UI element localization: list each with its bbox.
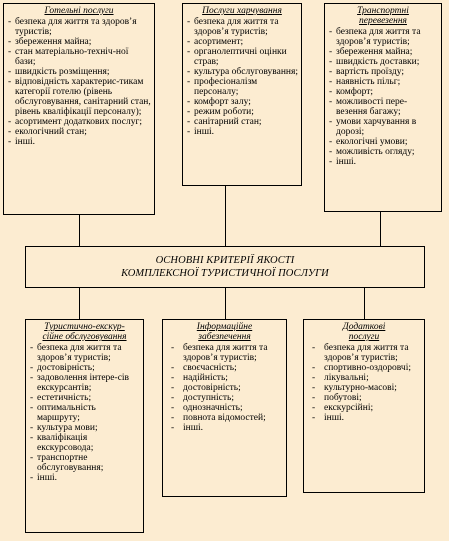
criteria-list [7, 17, 151, 147]
main-criteria-box [25, 246, 425, 288]
box-title-line: сійне обслуговування [42, 332, 127, 342]
criterion-item: - безпека для життя та здоров’я туристів; [29, 343, 140, 363]
criterion-item: - повнота відомостей; [166, 413, 283, 423]
criterion-item: - безпека для життя та здоров’я туристів; [7, 17, 151, 37]
criterion-item: - санітарний стан; [186, 117, 298, 127]
box-excursion-services [25, 319, 144, 533]
box-hotel-services [3, 3, 155, 215]
box-title-line: Транспортні [357, 6, 409, 16]
criterion-item: - достовірність; [166, 383, 283, 393]
criterion-item: - безпека для життя та здоров’я туристів; [328, 27, 438, 47]
criterion-item: - екологічний стан; [7, 127, 151, 137]
criterion-item: - режим роботи; [186, 107, 298, 117]
box-title-line: Послуги харчування [202, 6, 282, 16]
criterion-item: - інші. [186, 127, 298, 137]
connector-additional [364, 288, 365, 319]
criterion-item: - своєчасність; [166, 363, 283, 373]
criterion-item: - інші. [166, 423, 283, 433]
criterion-item: - екскурсійні; [307, 403, 421, 413]
box-title [328, 6, 438, 26]
criterion-item: - професіоналізм персоналу; [186, 77, 298, 97]
criterion-item: - інші. [328, 157, 438, 167]
criterion-item: - збереження майна; [7, 37, 151, 47]
box-title-line: послуги [348, 332, 380, 342]
criteria-list [166, 343, 283, 433]
criterion-item: - швидкість доставки; [328, 57, 438, 67]
criterion-item: - комфорт залу; [186, 97, 298, 107]
criterion-item: - доступність; [166, 393, 283, 403]
box-title-line: Додаткові [342, 322, 386, 332]
box-title-line: Туристично-екскур- [44, 322, 125, 332]
criteria-list [186, 17, 298, 137]
criterion-item: - безпека для життя та здоров’я туристів; [166, 343, 283, 363]
criterion-item: - інші. [307, 413, 421, 423]
criterion-item: - комфорт; [328, 87, 438, 97]
connector-info [225, 288, 226, 319]
criterion-item: - екологічні умови; [328, 137, 438, 147]
criterion-item: - швидкість розміщення; [7, 67, 151, 77]
connector-catering [225, 186, 226, 246]
box-title [29, 322, 140, 342]
box-additional-services [303, 319, 425, 493]
criterion-item: - асортимент додаткових послуг; [7, 117, 151, 127]
criterion-item: - транспортне обслуговування; [29, 453, 140, 473]
box-title [186, 6, 298, 16]
criterion-item: - умови харчування в дорозі; [328, 117, 438, 137]
criterion-item: - стан матеріально-техніч-ної бази; [7, 47, 151, 67]
box-title [307, 322, 421, 342]
main-criteria-line-1: ОСНОВНІ КРИТЕРІЇ ЯКОСТІ [155, 255, 295, 266]
criterion-item: - інші. [7, 137, 151, 147]
box-title-line: перевезення [359, 16, 407, 26]
box-title [7, 6, 151, 16]
connector-excursion [79, 288, 80, 319]
criterion-item: - лікувальні; [307, 373, 421, 383]
criterion-item: - однозначність; [166, 403, 283, 413]
criterion-item: - надійність; [166, 373, 283, 383]
criteria-list [328, 27, 438, 167]
criterion-item: - безпека для життя та здоров’я туристів; [186, 17, 298, 37]
criterion-item: - асортимент; [186, 37, 298, 47]
criterion-item: - достовірність; [29, 363, 140, 373]
criterion-item: - задоволення інтере-сів екскурсантів; [29, 373, 140, 393]
main-criteria-line-2: КОМПЛЕКСНОЇ ТУРИСТИЧНОЇ ПОСЛУГИ [121, 268, 329, 279]
criterion-item: - культура мови; [29, 423, 140, 433]
criterion-item: - побутові; [307, 393, 421, 403]
box-information-support [162, 319, 287, 497]
box-title-line: Готельні послуги [44, 6, 114, 16]
criterion-item: - інші. [29, 473, 140, 483]
connector-transport [380, 212, 381, 246]
criterion-item: - безпека для життя та здоров’я туристів; [307, 343, 421, 363]
criteria-list [307, 343, 421, 423]
criterion-item: - органолептичні оцінки страв; [186, 47, 298, 67]
box-title-line: Інформаційне [196, 322, 253, 332]
criterion-item: - збереження майна; [328, 47, 438, 57]
box-title-line: забезпечення [198, 332, 251, 342]
connector-hotel [79, 215, 80, 246]
criterion-item: - естетичність; [29, 393, 140, 403]
criterion-item: - наявність пільг; [328, 77, 438, 87]
criterion-item: - кваліфікація екскурсовода; [29, 433, 140, 453]
criterion-item: - можливість огляду; [328, 147, 438, 157]
criterion-item: - спортивно-оздоровчі; [307, 363, 421, 373]
criterion-item: - відповідність характерис-тикам категорії готелю (рівень обслуговування, санітарний стан, рівень кваліфікації персоналу); [7, 77, 151, 117]
box-transport [324, 3, 442, 212]
criterion-item: - оптимальність маршруту; [29, 403, 140, 423]
criterion-item: - культура обслуговування; [186, 67, 298, 77]
box-title [166, 322, 283, 342]
criteria-list [29, 343, 140, 483]
box-catering-services [182, 3, 302, 186]
criterion-item: - можливості пере-везення багажу; [328, 97, 438, 117]
criterion-item: - культурно-масові; [307, 383, 421, 393]
criterion-item: - вартість проїзду; [328, 67, 438, 77]
